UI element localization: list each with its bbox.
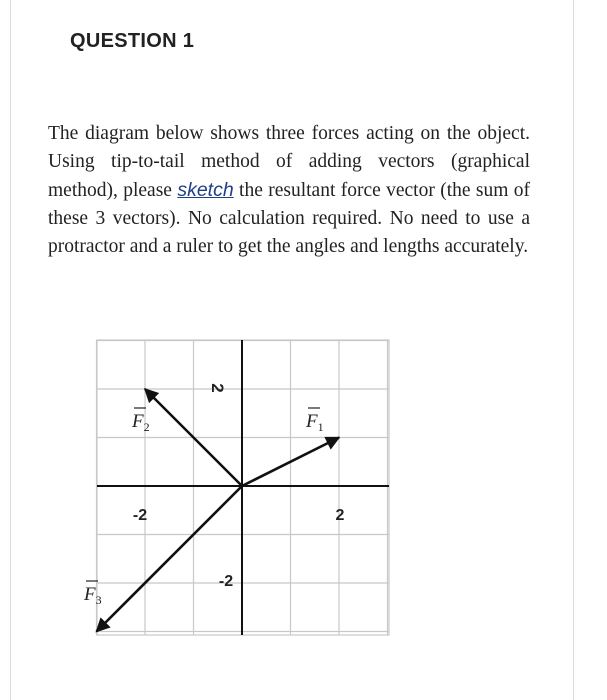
tick-label-x-pos: 2 bbox=[335, 507, 345, 524]
tick-label-y-neg: -2 bbox=[218, 573, 234, 590]
tick-label-y-pos: 2 bbox=[208, 383, 227, 393]
sketch-emphasis: sketch bbox=[177, 179, 234, 201]
vector-label-f1-subscript: 1 bbox=[317, 420, 324, 434]
question-title: QUESTION 1 bbox=[70, 30, 195, 52]
vector-label-f3-symbol: F bbox=[84, 584, 96, 605]
vector-label-f1-symbol: F bbox=[306, 411, 318, 432]
vector-label-f3 bbox=[83, 584, 102, 607]
vector-label-f3-subscript: 3 bbox=[95, 593, 102, 607]
vector-label-f2 bbox=[131, 411, 150, 434]
question-text-part-2: the resultant force vector (the sum of these 3 vectors). No calculation required. No need to use a protractor and a ruler to get the angles and lengths accurately. bbox=[48, 180, 530, 257]
question-text-part-1: The diagram below shows three forces acting on the object. Using tip-to-tail method of adding vectors (graphical method), please bbox=[48, 123, 530, 201]
vector-label-f2-subscript: 2 bbox=[143, 420, 150, 434]
vector-label-f2-symbol: F bbox=[132, 411, 144, 432]
vector-f3 bbox=[97, 486, 243, 632]
tick-label-x-neg: -2 bbox=[132, 507, 148, 524]
vector-label-f1 bbox=[305, 411, 324, 434]
vector-arrow-accents bbox=[86, 408, 320, 581]
